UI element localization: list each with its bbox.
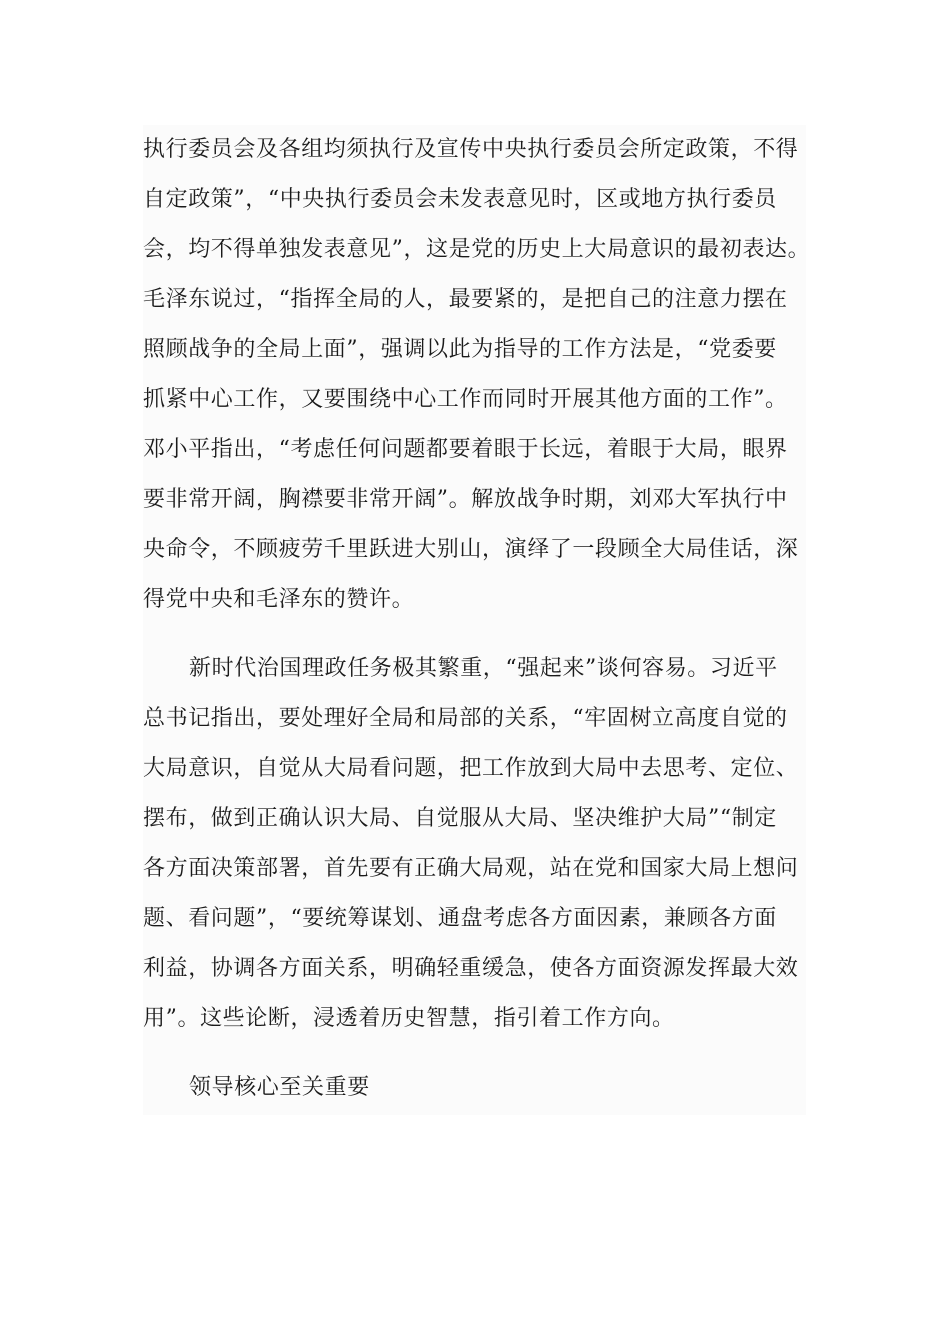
text-line: 总书记指出，要处理好全局和局部的关系，“牢固树立高度自觉的 [143,706,788,731]
text-line: 毛泽东说过，“指挥全局的人，最要紧的，是把自己的注意力摆在 [143,287,788,312]
text-line: 各方面决策部署，首先要有正确大局观，站在党和国家大局上想问 [143,856,799,881]
text-line: 用”。这些论断，浸透着历史智慧，指引着工作方向。 [143,1006,675,1031]
text-line: 新时代治国理政任务极其繁重，“强起来”谈何容易。习近平 [189,656,778,681]
text-line: 邓小平指出，“考虑任何问题都要着眼于长远，着眼于大局，眼界 [143,437,788,462]
text-line: 抓紧中心工作，又要围绕中心工作而同时开展其他方面的工作”。 [143,387,788,412]
text-line: 执行委员会及各组均须执行及宣传中央执行委员会所定政策，不得 [143,137,799,162]
text-line: 会，均不得单独发表意见”，这是党的历史上大局意识的最初表达。 [143,237,811,262]
text-line: 摆布，做到正确认识大局、自觉服从大局、坚决维护大局”“制定 [143,806,777,831]
section-heading [143,1063,806,1113]
paragraph-2 [143,644,806,1044]
text-line: 大局意识，自觉从大局看问题，把工作放到大局中去思考、定位、 [143,756,799,781]
section-heading-text: 领导核心至关重要 [189,1075,370,1100]
document-text-block [143,125,811,1115]
text-line: 利益，协调各方面关系，明确轻重缓急，使各方面资源发挥最大效 [143,956,799,981]
text-line: 照顾战争的全局上面”，强调以此为指导的工作方法是，“党委要 [143,337,777,362]
text-line: 自定政策”，“中央执行委员会未发表意见时，区或地方执行委员 [143,187,777,212]
text-line: 要非常开阔，胸襟要非常开阔”。解放战争时期，刘邓大军执行中 [143,487,788,512]
text-line: 央命令，不顾疲劳千里跃进大别山，演绎了一段顾全大局佳话，深 [143,537,799,562]
paragraph-1 [143,125,811,625]
text-line: 题、看问题”，“要统筹谋划、通盘考虑各方面因素，兼顾各方面 [143,906,777,931]
text-line: 得党中央和毛泽东的赞许。 [143,587,415,612]
